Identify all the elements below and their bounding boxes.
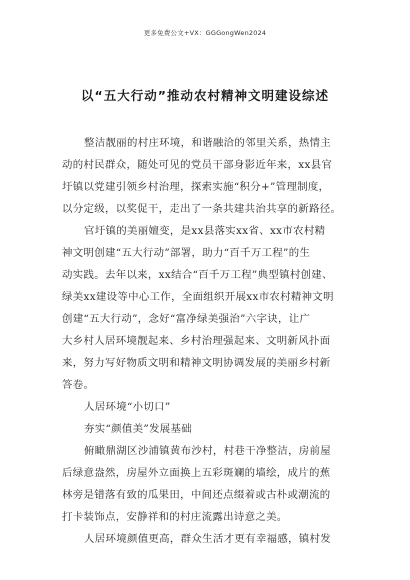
paragraph-line: 林旁是错落有致的瓜果田，中间还点缀着或古朴或潮流的 [62, 489, 331, 501]
paragraph-line: 后绿意盎然，房屋外立面换上五彩斑斓的墙绘，成片的蕉 [62, 467, 331, 479]
header-note: 更多免费公文+VX：GGGongWen2024 [143, 29, 267, 37]
paragraph-line: 答卷。 [62, 379, 95, 391]
paragraph-line: 官圩镇的美丽嬗变，是xx县落实xx省、xx市农村精 [84, 225, 326, 237]
paragraph-line: 人居环境颜值更高，群众生活才更有幸福感，镇村发 [84, 533, 332, 545]
section-subheading: 夯实“颜值美”发展基础 [84, 423, 192, 435]
paragraph-line: 动实践。去年以来，xx结合“百千万工程”典型镇村创建、 [62, 269, 333, 281]
paragraph-line: 创建“五大行动”，念好“富净绿美强治”六字诀，让广 [62, 313, 311, 325]
section-heading: 人居环境“小切口” [84, 401, 171, 413]
paragraph-line: 俯瞰鼎湖区沙浦镇黄布沙村，村巷干净整洁，房前屋 [84, 445, 332, 457]
paragraph-line: 打卡装饰点，安静祥和的村庄流露出诗意之美。 [62, 511, 288, 523]
paragraph-line: 绿美xx建设等中心工作，全面组织开展xx市农村精神文明 [62, 291, 334, 303]
document-title: 以“五大行动”推动农村精神文明建设综述 [81, 88, 329, 103]
paragraph-line: 动的村民群众，随处可见的党员干部身影近年来，xx县官 [62, 159, 333, 171]
paragraph-line: 圩镇以党建引领乡村治理，探索实施“积分+”管理制度， [62, 181, 330, 193]
paragraph-line: 整洁靓丽的村庄环境，和谐融洽的邻里关系，热情主 [84, 137, 332, 149]
paragraph-line: 来，努力写好物质文明和精神文明协调发展的美丽乡村新 [62, 357, 331, 369]
paragraph-line: 神文明创建“五大行动”部署，助力“百千万工程”的生 [62, 247, 311, 259]
paragraph-line: 大乡村人居环境靓起来、乡村治理强起来、文明新风扑面 [62, 335, 331, 347]
paragraph-line: 以分定级，以奖促干，走出了一条共建共治共享的新路径。 [62, 203, 342, 215]
